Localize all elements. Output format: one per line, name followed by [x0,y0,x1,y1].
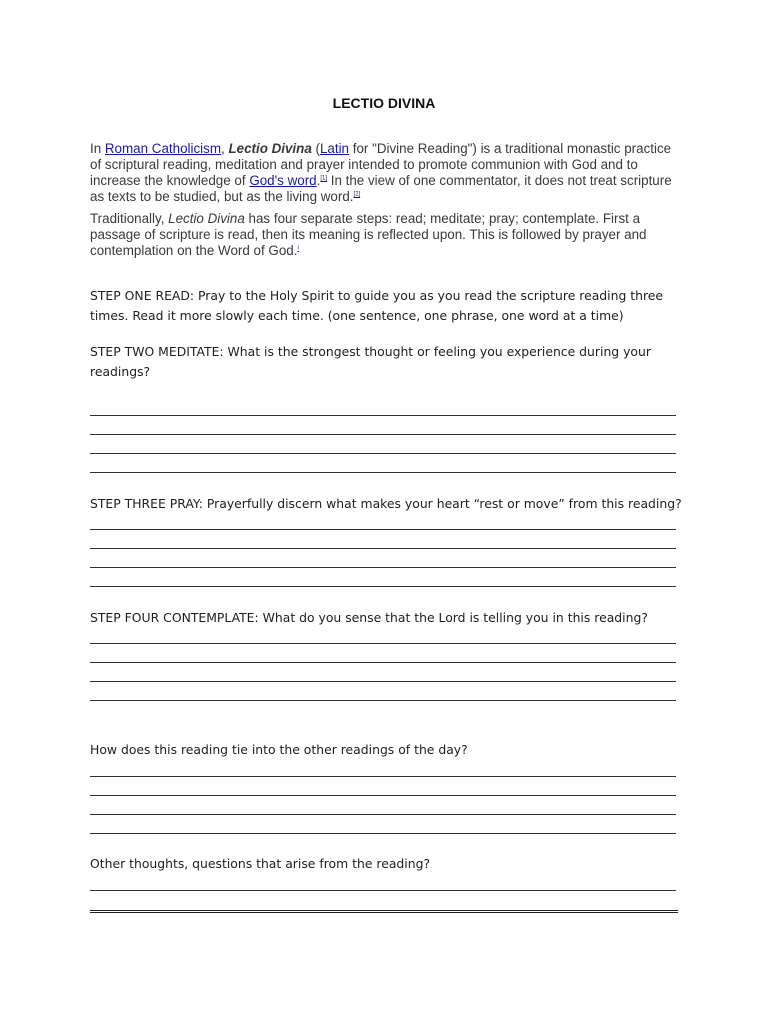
step-two-meditate: STEP TWO MEDITATE: What is the strongest thought or feeling you experience during your readings? [90,344,651,379]
step-four-contemplate: STEP FOUR CONTEMPLATE: What do you sense that the Lord is telling you in this reading? [90,610,648,625]
footnote-ref-2[interactable]: [2] [353,191,361,198]
intro-text: In [90,141,105,156]
latin-link[interactable]: Latin [319,141,350,156]
closing-double-rule [90,910,678,913]
gods-word-link[interactable]: God's word [249,173,317,188]
footnote-ref-1[interactable]: [1] [320,175,328,182]
answer-line[interactable] [90,833,676,834]
intro-text: . [316,173,321,188]
answer-line[interactable] [90,814,676,815]
answer-line[interactable] [90,776,676,777]
answer-line[interactable] [90,567,676,568]
steps-summary-paragraph [90,211,682,259]
answer-line[interactable] [90,529,676,530]
answer-line[interactable] [90,681,676,682]
page-title: LECTIO DIVINA [332,95,436,111]
intro-text: , [220,141,229,156]
question-other-thoughts: Other thoughts, questions that arise from the reading? [90,856,431,871]
roman-catholicism-link[interactable]: Roman Catholicism [104,141,221,156]
footnote-ref-3[interactable]: i [297,245,299,252]
step-three-pray: STEP THREE PRAY: Prayerfully discern what makes your heart “rest or move” from this reading? [90,496,682,511]
answer-line[interactable] [90,643,676,644]
intro-text: ( [311,141,320,156]
intro-text: for "Divine Reading") is a traditional monastic practice of scriptural reading, meditation and prayer intended to promote communion with God and to increase the knowledge of [90,141,672,188]
intro-paragraph [90,141,682,205]
answer-line[interactable] [90,548,676,549]
intro-text: Traditionally, [90,211,169,226]
question-tie-in: How does this reading tie into the other readings of the day? [90,742,468,757]
lectio-divina-term: Lectio Divina [168,211,245,226]
step-one-read: STEP ONE READ: Pray to the Holy Spirit to guide you as you read the scripture reading three times. Read it more slowly each time. (one sentence, one phrase, one word at a time) [90,288,664,323]
lectio-divina-term: Lectio Divina [228,141,312,156]
answer-line[interactable] [90,415,676,416]
answer-line[interactable] [90,890,676,891]
answer-line[interactable] [90,453,676,454]
answer-line[interactable] [90,472,676,473]
answer-line[interactable] [90,700,676,701]
answer-line[interactable] [90,795,676,796]
intro-text: In the view of one commentator, it does not treat scripture as texts to be studied, but as the living word. [90,173,672,204]
answer-line[interactable] [90,586,676,587]
answer-line[interactable] [90,434,676,435]
intro-text: has four separate steps: read; meditate; pray; contemplate. First a passage of scripture is read, then its meaning is reflected upon. This is followed by prayer and contemplation on the Word of God. [90,211,647,258]
answer-line[interactable] [90,662,676,663]
